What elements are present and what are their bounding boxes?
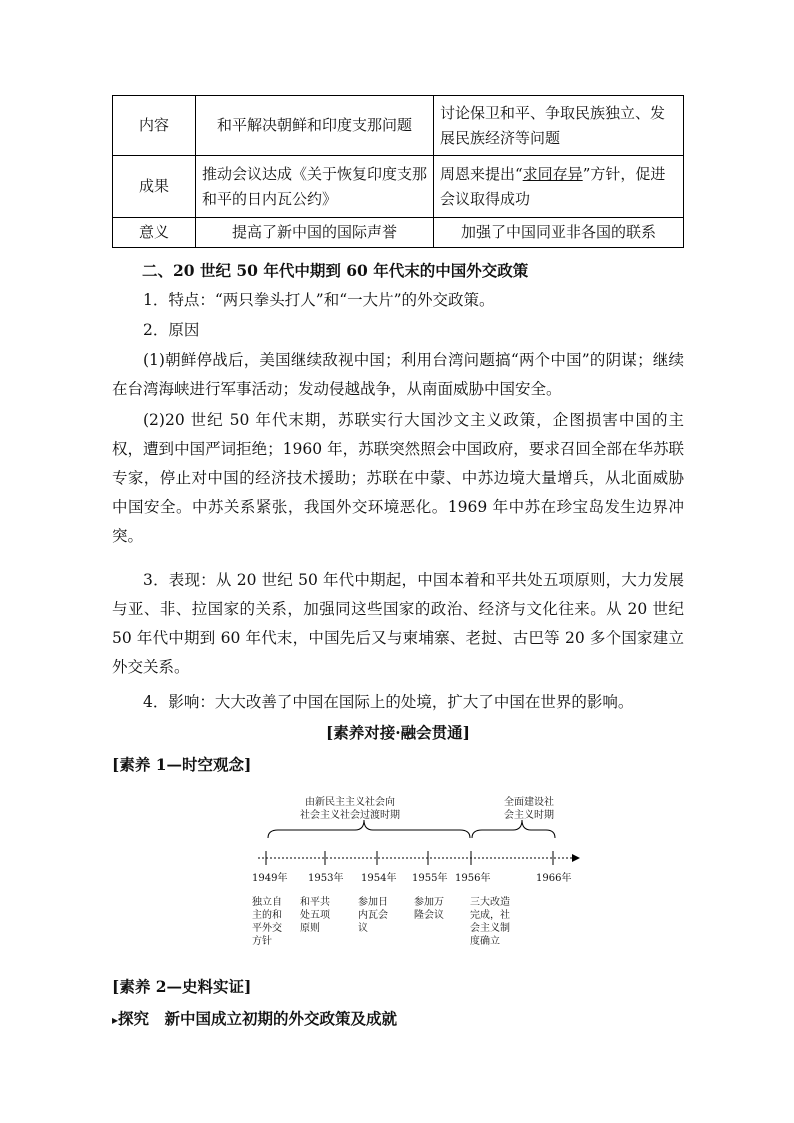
- triangle-marker-icon: ▸: [112, 1013, 119, 1027]
- event-label: 参加日 内瓦会 议: [358, 897, 388, 934]
- event-label: 和平共 处五项 原则: [300, 897, 330, 934]
- section-heading: 二、20 世纪 50 年代中期到 60 年代末的中国外交政策: [142, 261, 529, 280]
- brace-transition: [268, 820, 470, 838]
- paragraph: 3．表现：从 20 世纪 50 年代中期起，中国本着和平共处五项原则，大力发展与亚、非、拉国家的关系，加强同这些国家的政治、经济与文化往来。从 20 世纪 50 年代中期到 60 年代末，中国先后又与柬埔寨、老挝、古巴等 20 多个国家建立外交关系。: [112, 571, 684, 676]
- table-cell: 讨论保卫和平、争取民族独立、发展民族经济等问题: [434, 96, 684, 156]
- year-label: 1953年: [308, 873, 344, 884]
- table-cell: 加强了中国同亚非各国的联系: [434, 218, 684, 248]
- table-cell: 提高了新中国的国际声誉: [196, 218, 434, 248]
- event-label: 独立自 主的和 平外交 方针: [252, 897, 282, 947]
- year-label: 1955年: [412, 873, 448, 884]
- year-label: 1956年: [455, 873, 491, 884]
- year-label: 1949年: [252, 873, 288, 884]
- row-header: 意义: [113, 218, 196, 248]
- cell-text: ”方针，促进会议取得成功: [440, 164, 666, 208]
- year-label: 1954年: [361, 873, 397, 884]
- suyang-2-heading: [素养 2—史料实证]: [112, 977, 252, 996]
- summary-table: [112, 95, 684, 248]
- table-cell: 和平解决朝鲜和印度支那问题: [196, 96, 434, 156]
- arrow-head-icon: [572, 854, 580, 862]
- table-cell: [434, 156, 684, 218]
- cell-text: 周恩来提出“: [440, 164, 523, 183]
- event-label: 三大改造 完成，社 会主义制 度确立: [470, 897, 510, 947]
- brace-label-transition: 由新民主主义社会向 社会主义社会过渡时期: [300, 797, 400, 821]
- brace-label-construction: 全面建设社 会主义时期: [504, 797, 554, 821]
- table-row: [113, 218, 684, 248]
- row-header: 成果: [113, 156, 196, 218]
- table-cell: 推动会议达成《关于恢复印度支那和平的日内瓦公约》: [196, 156, 434, 218]
- paragraph: 4．影响：大大改善了中国在国际上的处境，扩大了中国在世界的影响。: [143, 693, 634, 711]
- emphasis-text: 求同存异: [522, 164, 583, 183]
- explore-text: 探究 新中国成立初期的外交政策及成就: [118, 1009, 398, 1028]
- center-heading: [素养对接·融会贯通]: [325, 723, 471, 742]
- row-header: 内容: [113, 96, 196, 156]
- paragraph: (1)朝鲜停战后，美国继续敌视中国；利用台湾问题搞“两个中国”的阴谋；继续在台湾海峡进行军事活动；发动侵越战争，从南面威胁中国安全。: [112, 351, 684, 398]
- suyang-1-heading: [素养 1—时空观念]: [112, 755, 252, 774]
- event-label: 参加万 隆会议: [414, 897, 444, 921]
- year-label: 1966年: [536, 873, 572, 884]
- paragraph: 2．原因: [143, 321, 200, 339]
- table-row: [113, 156, 684, 218]
- paragraph: (2)20 世纪 50 年代末期，苏联实行大国沙文主义政策，企图损害中国的主权，遭到中国严词拒绝；1960 年，苏联突然照会中国政府，要求召回全部在华苏联专家，停止对中国的经济技术援助；苏联在中蒙、中苏边境大量增兵，从北面威胁中国安全。中苏关系紧张，我国外交环境恶化。1969 年中苏在珍宝岛发生边界冲突。: [112, 411, 684, 545]
- paragraph: 1．特点：“两只拳头打人”和“一大片”的外交政策。: [143, 291, 495, 309]
- table-row: [113, 96, 684, 156]
- brace-construction: [472, 820, 555, 838]
- explore-heading: [112, 1004, 684, 1035]
